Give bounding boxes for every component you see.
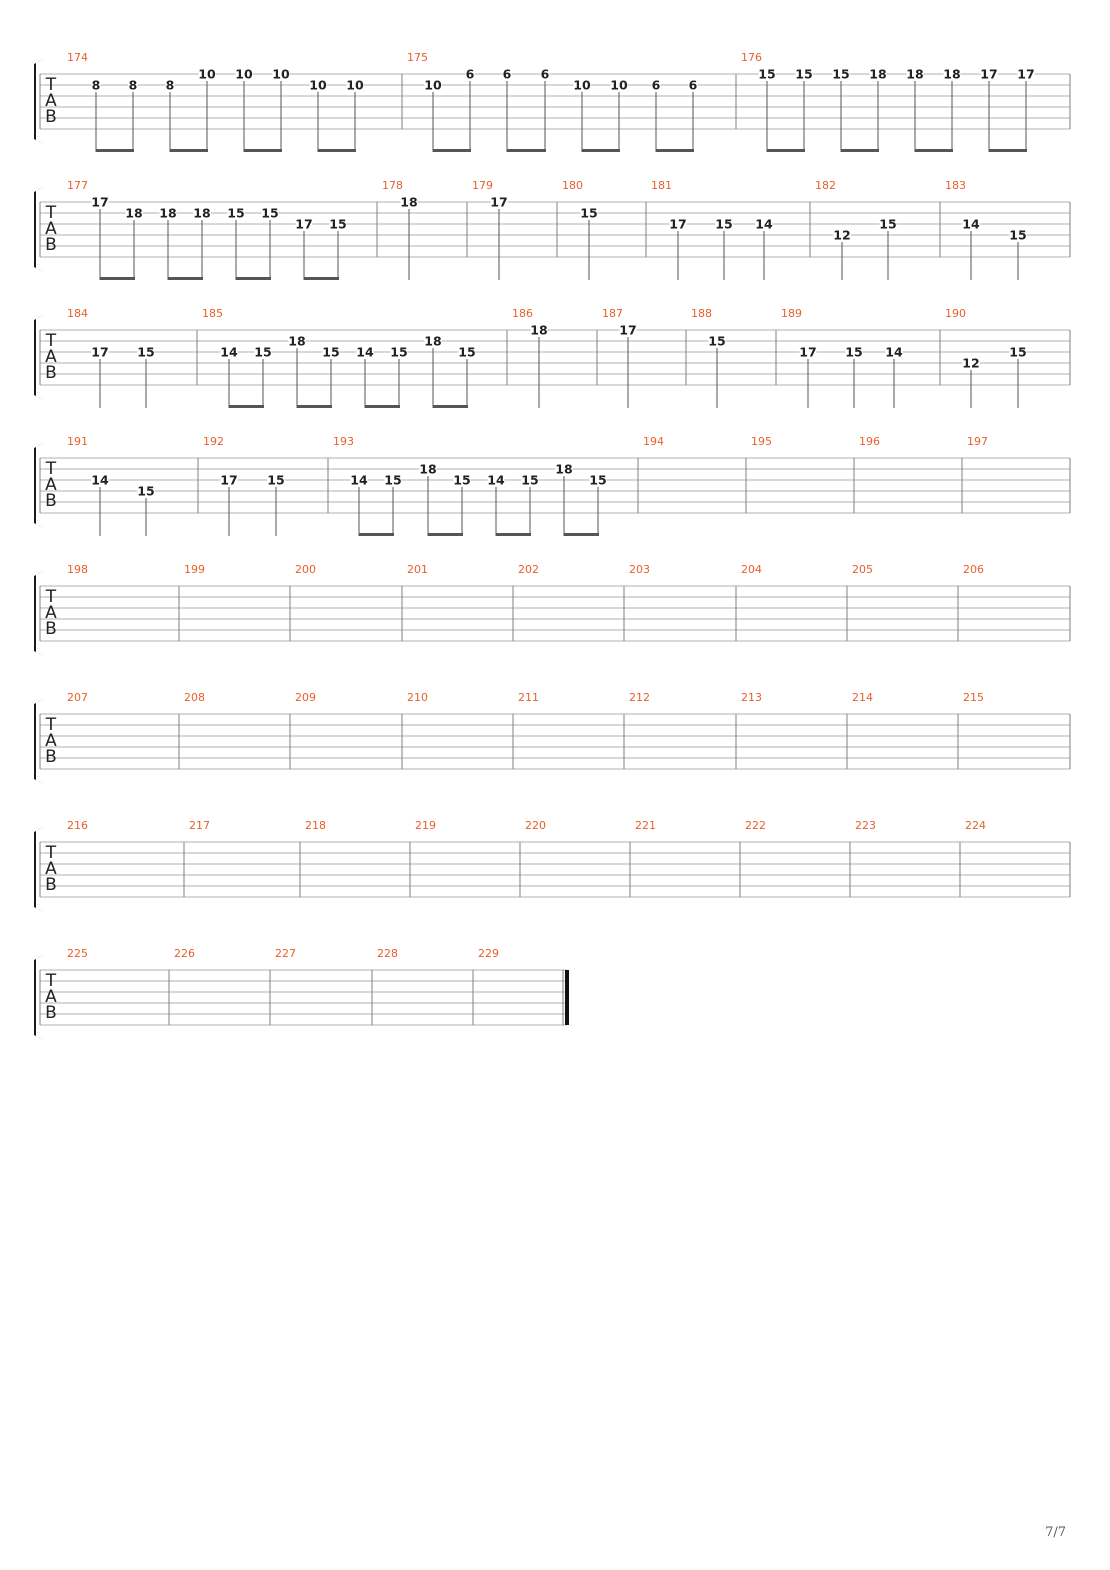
fret-number: 18	[555, 461, 573, 477]
tab-clef-letter: B	[45, 363, 57, 383]
note-beam	[318, 149, 356, 152]
tab-clef-letter: A	[45, 475, 57, 495]
note-beam	[496, 533, 531, 536]
fret-number: 14	[356, 344, 374, 360]
tab-clef-letter: T	[45, 843, 57, 863]
fret-number: 14	[885, 344, 903, 360]
tab-clef-letter: A	[45, 987, 57, 1007]
fret-number: 6	[688, 77, 698, 93]
fret-number: 15	[227, 205, 245, 221]
note-beam	[96, 149, 134, 152]
tab-clef-letter: T	[45, 75, 57, 95]
fret-number: 15	[580, 205, 598, 221]
note-beam	[915, 149, 953, 152]
measure-number: 201	[407, 563, 428, 576]
fret-number: 15	[137, 483, 155, 499]
measure-number: 220	[525, 819, 546, 832]
note-beam	[767, 149, 805, 152]
fret-number: 18	[869, 66, 887, 82]
tab-clef-letter: B	[45, 619, 57, 639]
tab-clef-letter: A	[45, 859, 57, 879]
fret-number: 10	[272, 66, 290, 82]
fret-number: 18	[906, 66, 924, 82]
measure-number: 206	[963, 563, 984, 576]
fret-number: 14	[350, 472, 368, 488]
note-beam	[365, 405, 400, 408]
measure-number: 178	[382, 179, 403, 192]
tab-clef-letter: B	[45, 747, 57, 767]
fret-number: 15	[390, 344, 408, 360]
fret-number: 15	[384, 472, 402, 488]
fret-number: 15	[137, 344, 155, 360]
note-beam	[100, 277, 135, 280]
measure-number: 200	[295, 563, 316, 576]
measure-number: 225	[67, 947, 88, 960]
measure-number: 228	[377, 947, 398, 960]
tab-clef-letter: B	[45, 107, 57, 127]
measure-number: 205	[852, 563, 873, 576]
fret-number: 15	[458, 344, 476, 360]
measure-number: 222	[745, 819, 766, 832]
measure-number: 223	[855, 819, 876, 832]
measure-number: 204	[741, 563, 762, 576]
tab-clef-letter: B	[45, 235, 57, 255]
tab-clef-letter: T	[45, 459, 57, 479]
tab-system	[34, 307, 1070, 408]
measure-number: 191	[67, 435, 88, 448]
tab-system	[34, 435, 1070, 536]
fret-number: 10	[235, 66, 253, 82]
measure-number: 183	[945, 179, 966, 192]
tab-system	[34, 947, 569, 1041]
measure-number: 202	[518, 563, 539, 576]
note-beam	[428, 533, 463, 536]
fret-number: 17	[1017, 66, 1035, 82]
fret-number: 10	[346, 77, 364, 93]
measure-number: 197	[967, 435, 988, 448]
tab-system	[34, 563, 1070, 657]
note-beam	[168, 277, 203, 280]
fret-number: 14	[220, 344, 238, 360]
fret-number: 17	[220, 472, 238, 488]
tab-clef-letter: A	[45, 603, 57, 623]
tab-clef-letter: A	[45, 347, 57, 367]
fret-number: 10	[198, 66, 216, 82]
measure-number: 199	[184, 563, 205, 576]
measure-number: 174	[67, 51, 88, 64]
fret-number: 15	[329, 216, 347, 232]
measure-number: 177	[67, 179, 88, 192]
fret-number: 14	[91, 472, 109, 488]
fret-number: 17	[980, 66, 998, 82]
measure-number: 213	[741, 691, 762, 704]
fret-number: 17	[799, 344, 817, 360]
measure-number: 229	[478, 947, 499, 960]
fret-number: 15	[795, 66, 813, 82]
note-beam	[564, 533, 599, 536]
measure-number: 196	[859, 435, 880, 448]
measure-number: 181	[651, 179, 672, 192]
measure-number: 210	[407, 691, 428, 704]
tab-clef-letter: B	[45, 491, 57, 511]
measure-number: 203	[629, 563, 650, 576]
measure-number: 185	[202, 307, 223, 320]
tab-clef-letter: B	[45, 875, 57, 895]
measure-number: 192	[203, 435, 224, 448]
fret-number: 12	[962, 355, 980, 371]
measure-number: 211	[518, 691, 539, 704]
tab-clef-letter: T	[45, 331, 57, 351]
note-beam	[244, 149, 282, 152]
fret-number: 8	[128, 77, 138, 93]
fret-number: 6	[502, 66, 512, 82]
fret-number: 15	[832, 66, 850, 82]
fret-number: 8	[165, 77, 175, 93]
tab-clef-letter: A	[45, 731, 57, 751]
fret-number: 15	[267, 472, 285, 488]
fret-number: 18	[424, 333, 442, 349]
fret-number: 18	[400, 194, 418, 210]
fret-number: 15	[708, 333, 726, 349]
fret-number: 15	[758, 66, 776, 82]
measure-number: 227	[275, 947, 296, 960]
measure-number: 209	[295, 691, 316, 704]
fret-number: 14	[962, 216, 980, 232]
tab-system	[34, 179, 1070, 280]
fret-number: 15	[715, 216, 733, 232]
fret-number: 17	[619, 322, 637, 338]
note-beam	[507, 149, 546, 152]
tab-clef-letter: A	[45, 91, 57, 111]
fret-number: 18	[193, 205, 211, 221]
measure-number: 182	[815, 179, 836, 192]
measure-number: 212	[629, 691, 650, 704]
note-beam	[229, 405, 264, 408]
fret-number: 6	[540, 66, 550, 82]
fret-number: 8	[91, 77, 101, 93]
measure-number: 179	[472, 179, 493, 192]
tab-system	[34, 51, 1070, 152]
measure-number: 208	[184, 691, 205, 704]
fret-number: 15	[261, 205, 279, 221]
tab-system	[34, 819, 1070, 913]
measure-number: 224	[965, 819, 986, 832]
measure-number: 214	[852, 691, 873, 704]
fret-number: 15	[521, 472, 539, 488]
measure-number: 187	[602, 307, 623, 320]
fret-number: 15	[254, 344, 272, 360]
fret-number: 10	[573, 77, 591, 93]
measure-number: 186	[512, 307, 533, 320]
fret-number: 6	[465, 66, 475, 82]
note-beam	[841, 149, 879, 152]
fret-number: 17	[91, 194, 109, 210]
measure-number: 218	[305, 819, 326, 832]
note-beam	[304, 277, 339, 280]
measure-number: 219	[415, 819, 436, 832]
fret-number: 15	[1009, 227, 1027, 243]
measure-number: 184	[67, 307, 88, 320]
note-beam	[433, 405, 468, 408]
measure-number: 207	[67, 691, 88, 704]
fret-number: 15	[589, 472, 607, 488]
fret-number: 17	[91, 344, 109, 360]
fret-number: 17	[490, 194, 508, 210]
tab-clef-letter: T	[45, 587, 57, 607]
measure-number: 180	[562, 179, 583, 192]
fret-number: 18	[943, 66, 961, 82]
measure-number: 189	[781, 307, 802, 320]
measure-number: 190	[945, 307, 966, 320]
fret-number: 15	[879, 216, 897, 232]
measure-number: 215	[963, 691, 984, 704]
measure-number: 193	[333, 435, 354, 448]
fret-number: 18	[288, 333, 306, 349]
measure-number: 175	[407, 51, 428, 64]
tab-clef-letter: T	[45, 203, 57, 223]
measure-number: 216	[67, 819, 88, 832]
note-beam	[297, 405, 332, 408]
note-beam	[989, 149, 1027, 152]
measure-number: 217	[189, 819, 210, 832]
final-barline	[565, 970, 569, 1025]
fret-number: 15	[322, 344, 340, 360]
fret-number: 18	[159, 205, 177, 221]
tab-clef-letter: T	[45, 715, 57, 735]
measure-number: 176	[741, 51, 762, 64]
note-beam	[656, 149, 694, 152]
fret-number: 6	[651, 77, 661, 93]
fret-number: 17	[295, 216, 313, 232]
fret-number: 14	[487, 472, 505, 488]
fret-number: 18	[530, 322, 548, 338]
fret-number: 12	[833, 227, 851, 243]
fret-number: 15	[1009, 344, 1027, 360]
measure-number: 198	[67, 563, 88, 576]
fret-number: 15	[845, 344, 863, 360]
measure-number: 226	[174, 947, 195, 960]
fret-number: 15	[453, 472, 471, 488]
fret-number: 18	[419, 461, 437, 477]
measure-number: 188	[691, 307, 712, 320]
tab-clef-letter: B	[45, 1003, 57, 1023]
tab-clef-letter: T	[45, 971, 57, 991]
note-beam	[359, 533, 394, 536]
measure-number: 195	[751, 435, 772, 448]
fret-number: 18	[125, 205, 143, 221]
tab-clef-letter: A	[45, 219, 57, 239]
fret-number: 17	[669, 216, 687, 232]
note-beam	[170, 149, 208, 152]
note-beam	[582, 149, 620, 152]
measure-number: 194	[643, 435, 664, 448]
measure-number: 221	[635, 819, 656, 832]
fret-number: 14	[755, 216, 773, 232]
fret-number: 10	[610, 77, 628, 93]
note-beam	[236, 277, 271, 280]
fret-number: 10	[424, 77, 442, 93]
page-number: 7/7	[1045, 1525, 1066, 1540]
tab-system	[34, 691, 1070, 785]
fret-number: 10	[309, 77, 327, 93]
note-beam	[433, 149, 471, 152]
